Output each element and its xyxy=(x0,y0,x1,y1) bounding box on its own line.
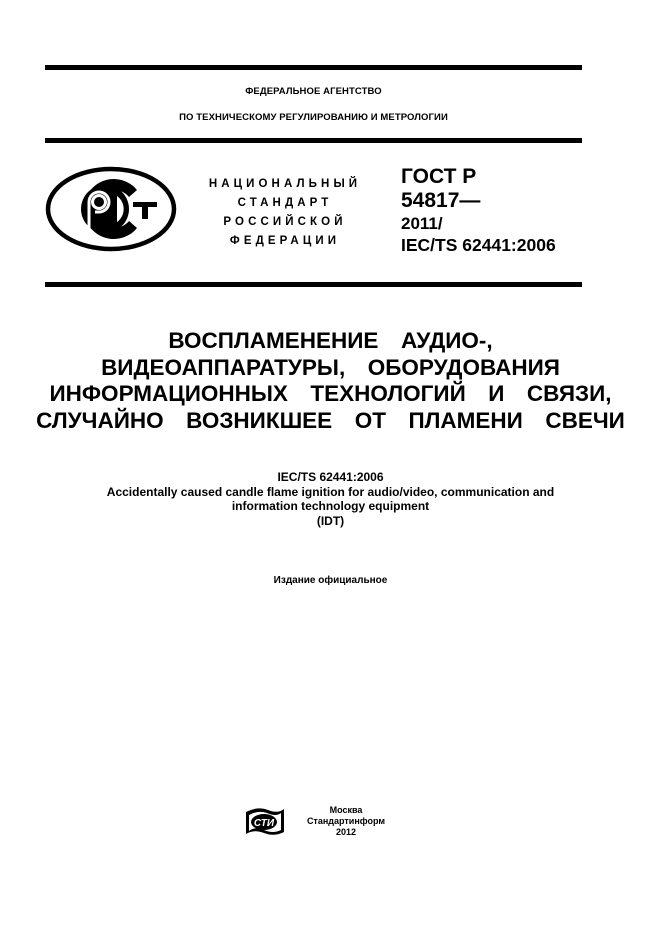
national-standard-line: НАЦИОНАЛЬНЫЙ xyxy=(208,178,362,190)
title-line: ИНФОРМАЦИОННЫХ ТЕХНОЛОГИЙ И СВЯЗИ, xyxy=(49,381,612,406)
designation-line: 2011/ xyxy=(401,214,443,233)
standartinform-emblem-icon xyxy=(244,806,286,838)
header-rule xyxy=(45,138,582,143)
publisher-city: Москва xyxy=(329,805,363,815)
title-line: СЛУЧАЙНО ВОЗНИКШЕЕ ОТ ПЛАМЕНИ СВЕЧИ xyxy=(36,407,625,433)
title-line: ВОСПЛАМЕНЕНИЕ АУДИО-, xyxy=(168,328,493,353)
standard-designation xyxy=(401,164,556,256)
national-standard-label xyxy=(196,175,374,251)
designation-line: 54817— xyxy=(401,189,481,212)
official-edition-label: Издание официальное xyxy=(273,575,388,586)
international-standard-reference xyxy=(20,470,641,528)
top-rule xyxy=(45,65,582,70)
designation-line: ГОСТ Р xyxy=(401,165,477,188)
intl-title-line2: information technology equipment xyxy=(231,499,430,513)
gost-rst-emblem-icon xyxy=(45,166,177,252)
national-standard-line: ФЕДЕРАЦИИ xyxy=(229,235,341,247)
intl-equivalence: (IDT) xyxy=(316,513,345,528)
national-standard-line: СТАНДАРТ xyxy=(237,197,333,209)
agency-name-line1: ФЕДЕРАЛЬНОЕ АГЕНТСТВО xyxy=(245,86,382,97)
title-line: ВИДЕОАППАРАТУРЫ, ОБОРУДОВАНИЯ xyxy=(101,354,560,380)
agency-name-line2: ПО ТЕХНИЧЕСКОМУ РЕГУЛИРОВАНИЮ И МЕТРОЛОГИИ xyxy=(179,112,448,123)
publisher-name: Стандартинформ xyxy=(306,816,386,826)
intl-code: IEC/TS 62441:2006 xyxy=(277,470,384,484)
publisher-info xyxy=(296,805,396,838)
national-standard-line: РОССИЙСКОЙ xyxy=(223,216,347,228)
designation-line: IEC/TS 62441:2006 xyxy=(401,235,556,255)
document-title xyxy=(20,328,641,434)
publication-year: 2012 xyxy=(335,827,357,837)
svg-text:СТИ: СТИ xyxy=(253,818,275,829)
intl-title-line1: Accidentally caused candle flame ignition for audio/video, communication and xyxy=(106,484,555,499)
title-block-rule xyxy=(45,282,582,287)
